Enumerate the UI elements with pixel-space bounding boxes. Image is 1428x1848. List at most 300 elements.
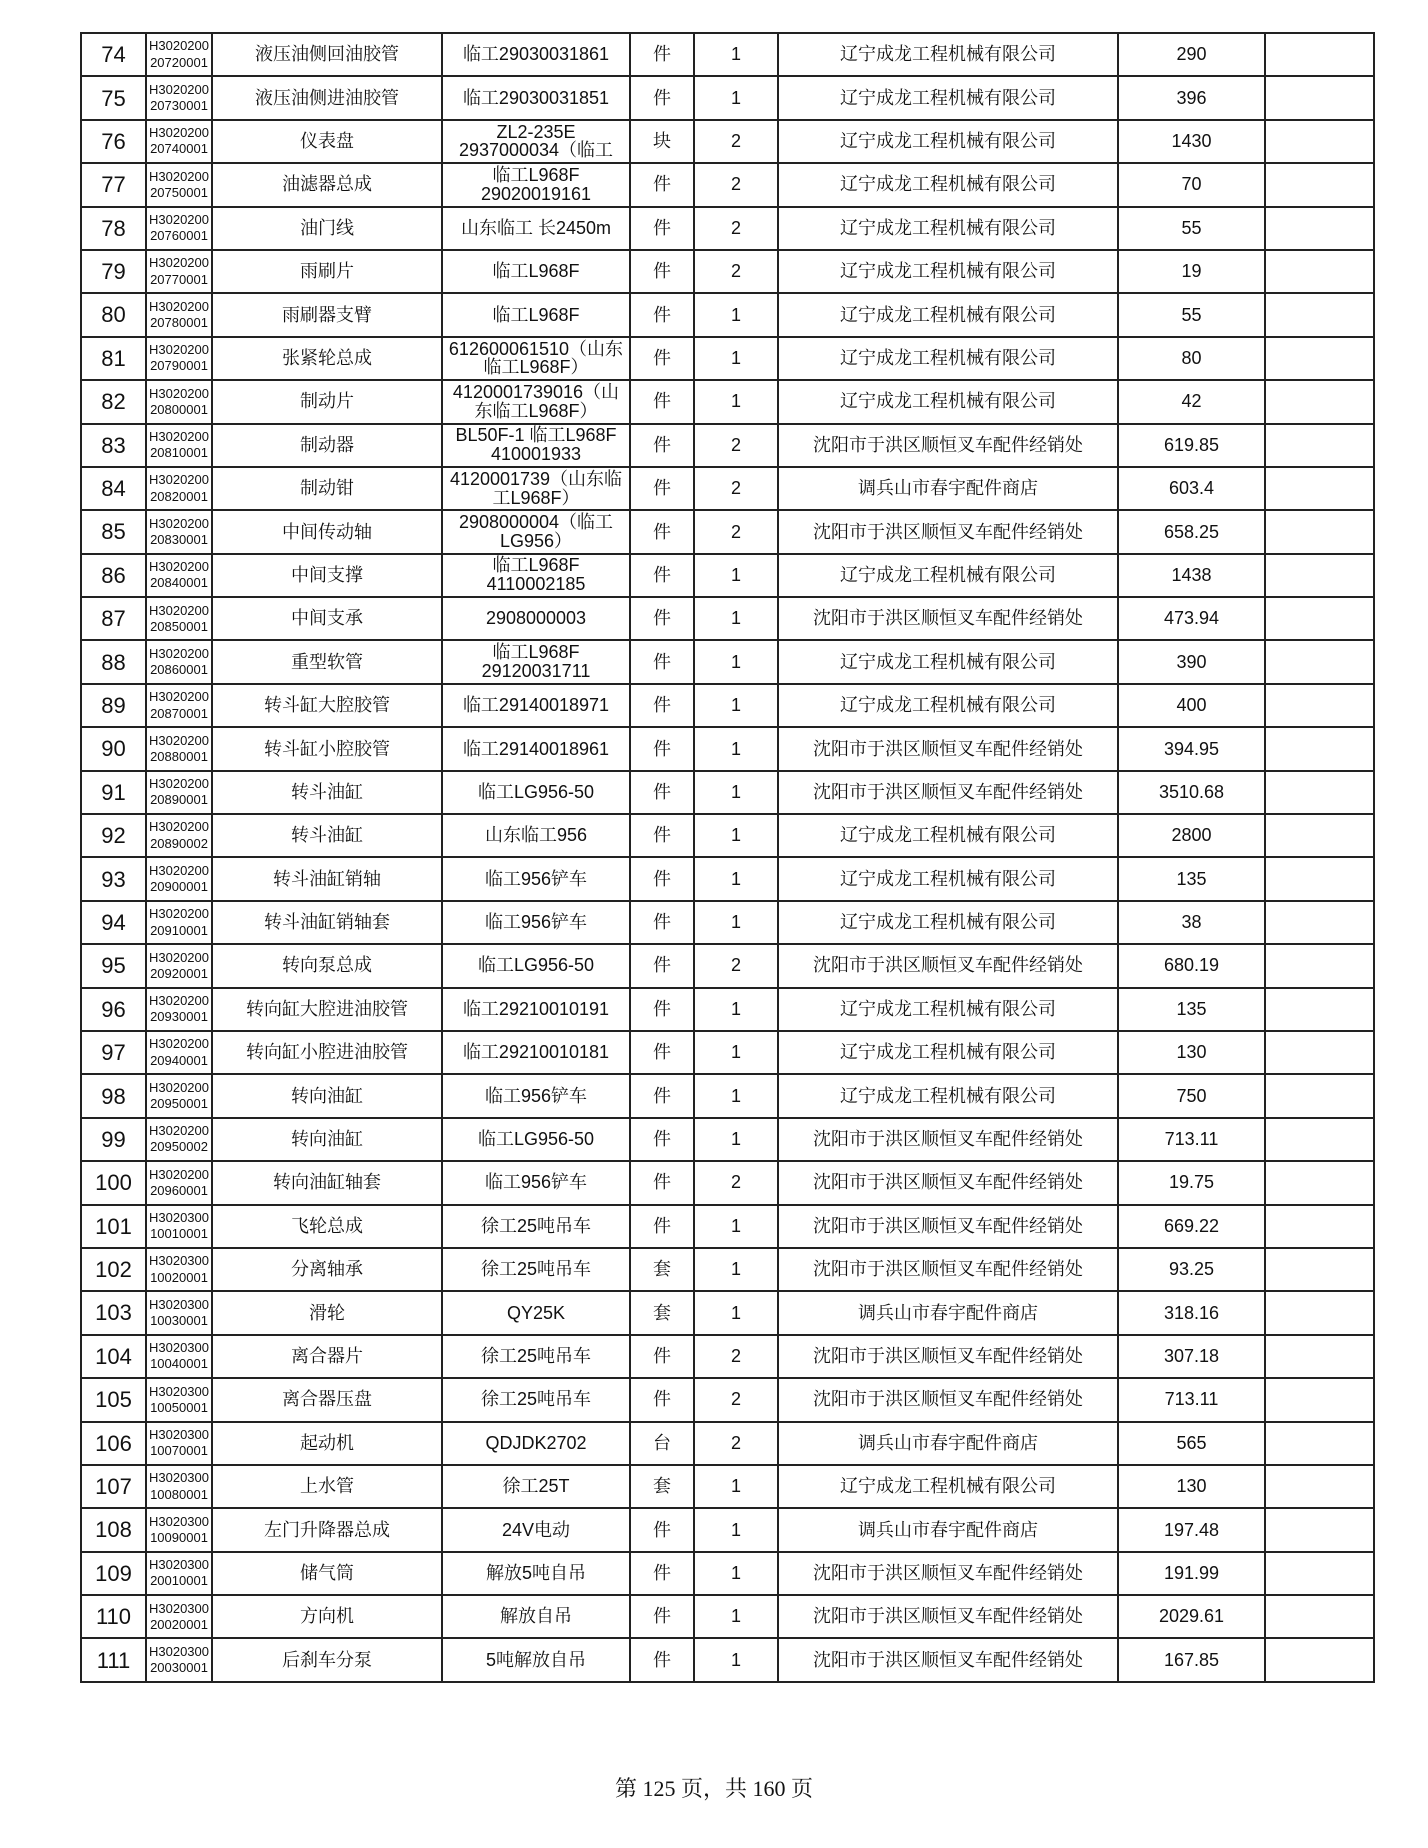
table-row bbox=[81, 1248, 1374, 1291]
item-unit: 件 bbox=[630, 1595, 694, 1638]
table-row bbox=[81, 1595, 1374, 1638]
item-name: 转向油缸 bbox=[212, 1074, 442, 1117]
item-code bbox=[146, 510, 212, 553]
table-row bbox=[81, 640, 1374, 683]
item-code-line: H3020200 bbox=[149, 515, 209, 531]
item-quantity: 2 bbox=[694, 120, 778, 163]
row-number: 90 bbox=[81, 727, 146, 770]
item-code-line: 20790001 bbox=[150, 358, 208, 374]
item-unit: 件 bbox=[630, 944, 694, 987]
item-quantity: 1 bbox=[694, 380, 778, 423]
item-price: 130 bbox=[1118, 1465, 1265, 1508]
item-spec: 临工L968F bbox=[442, 293, 630, 336]
item-code-line: 20950002 bbox=[150, 1139, 208, 1155]
row-number: 110 bbox=[81, 1595, 146, 1638]
item-code bbox=[146, 1595, 212, 1638]
row-number: 87 bbox=[81, 597, 146, 640]
remarks-cell bbox=[1265, 1161, 1374, 1204]
row-number: 77 bbox=[81, 163, 146, 206]
item-supplier: 辽宁成龙工程机械有限公司 bbox=[778, 988, 1118, 1031]
remarks-cell bbox=[1265, 120, 1374, 163]
item-unit: 件 bbox=[630, 1074, 694, 1117]
item-name: 雨刷器支臂 bbox=[212, 293, 442, 336]
item-quantity: 2 bbox=[694, 250, 778, 293]
item-spec: 临工956铲车 bbox=[442, 1074, 630, 1117]
item-code-line: H3020300 bbox=[149, 1643, 209, 1659]
item-spec: 临工LG956-50 bbox=[442, 771, 630, 814]
item-supplier: 辽宁成龙工程机械有限公司 bbox=[778, 814, 1118, 857]
remarks-cell bbox=[1265, 76, 1374, 119]
item-code bbox=[146, 467, 212, 510]
row-number: 108 bbox=[81, 1508, 146, 1551]
item-quantity: 1 bbox=[694, 1205, 778, 1248]
item-unit: 件 bbox=[630, 857, 694, 900]
item-code-line: H3020200 bbox=[149, 559, 209, 575]
item-spec: QY25K bbox=[442, 1291, 630, 1334]
item-code-line: H3020200 bbox=[149, 255, 209, 271]
remarks-cell bbox=[1265, 250, 1374, 293]
item-code-line: H3020200 bbox=[149, 428, 209, 444]
item-quantity: 2 bbox=[694, 944, 778, 987]
item-quantity: 2 bbox=[694, 1378, 778, 1421]
item-name: 中间支撑 bbox=[212, 554, 442, 597]
item-code-line: 20860001 bbox=[150, 662, 208, 678]
item-name: 转向缸小腔进油胶管 bbox=[212, 1031, 442, 1074]
item-code-line: 20760001 bbox=[150, 228, 208, 244]
item-price: 19 bbox=[1118, 250, 1265, 293]
item-unit: 件 bbox=[630, 684, 694, 727]
row-number: 97 bbox=[81, 1031, 146, 1074]
row-number: 103 bbox=[81, 1291, 146, 1334]
remarks-cell bbox=[1265, 163, 1374, 206]
item-unit: 件 bbox=[630, 1378, 694, 1421]
item-quantity: 2 bbox=[694, 163, 778, 206]
item-code bbox=[146, 1465, 212, 1508]
item-code-line: H3020300 bbox=[149, 1340, 209, 1356]
item-code bbox=[146, 1638, 212, 1681]
table-row bbox=[81, 510, 1374, 553]
item-spec: 临工29140018971 bbox=[442, 684, 630, 727]
item-name: 上水管 bbox=[212, 1465, 442, 1508]
item-code bbox=[146, 554, 212, 597]
item-code bbox=[146, 380, 212, 423]
remarks-cell bbox=[1265, 467, 1374, 510]
item-code-line: H3020200 bbox=[149, 732, 209, 748]
item-code-line: H3020300 bbox=[149, 1383, 209, 1399]
remarks-cell bbox=[1265, 510, 1374, 553]
item-spec: 临工29210010181 bbox=[442, 1031, 630, 1074]
item-code-line: 20870001 bbox=[150, 705, 208, 721]
remarks-cell bbox=[1265, 1205, 1374, 1248]
item-spec: 临工29210010191 bbox=[442, 988, 630, 1031]
item-quantity: 1 bbox=[694, 597, 778, 640]
item-name: 转向缸大腔进油胶管 bbox=[212, 988, 442, 1031]
item-name: 分离轴承 bbox=[212, 1248, 442, 1291]
item-name: 制动片 bbox=[212, 380, 442, 423]
item-unit: 件 bbox=[630, 293, 694, 336]
item-price: 167.85 bbox=[1118, 1638, 1265, 1681]
item-name: 重型软管 bbox=[212, 640, 442, 683]
remarks-cell bbox=[1265, 771, 1374, 814]
row-number: 100 bbox=[81, 1161, 146, 1204]
table-row bbox=[81, 1291, 1374, 1334]
remarks-cell bbox=[1265, 1595, 1374, 1638]
row-number: 95 bbox=[81, 944, 146, 987]
item-code-line: 20800001 bbox=[150, 401, 208, 417]
item-code-line: H3020200 bbox=[149, 645, 209, 661]
parts-table bbox=[80, 32, 1375, 1683]
item-unit: 套 bbox=[630, 1465, 694, 1508]
item-quantity: 1 bbox=[694, 76, 778, 119]
item-code-line: 10020001 bbox=[150, 1269, 208, 1285]
remarks-cell bbox=[1265, 380, 1374, 423]
row-number: 107 bbox=[81, 1465, 146, 1508]
remarks-cell bbox=[1265, 424, 1374, 467]
table-row bbox=[81, 727, 1374, 770]
item-quantity: 1 bbox=[694, 1595, 778, 1638]
row-number: 89 bbox=[81, 684, 146, 727]
item-code bbox=[146, 1205, 212, 1248]
item-quantity: 1 bbox=[694, 727, 778, 770]
item-code bbox=[146, 1508, 212, 1551]
item-name: 储气筒 bbox=[212, 1552, 442, 1595]
item-price: 80 bbox=[1118, 337, 1265, 380]
item-code bbox=[146, 1248, 212, 1291]
item-supplier: 沈阳市于洪区顺恒叉车配件经销处 bbox=[778, 1552, 1118, 1595]
item-code bbox=[146, 120, 212, 163]
remarks-cell bbox=[1265, 1074, 1374, 1117]
item-price: 55 bbox=[1118, 207, 1265, 250]
item-name: 仪表盘 bbox=[212, 120, 442, 163]
item-quantity: 1 bbox=[694, 1508, 778, 1551]
row-number: 74 bbox=[81, 33, 146, 76]
remarks-cell bbox=[1265, 727, 1374, 770]
item-code bbox=[146, 640, 212, 683]
item-supplier: 沈阳市于洪区顺恒叉车配件经销处 bbox=[778, 944, 1118, 987]
item-name: 转斗油缸 bbox=[212, 814, 442, 857]
remarks-cell bbox=[1265, 597, 1374, 640]
item-supplier: 调兵山市春宇配件商店 bbox=[778, 1291, 1118, 1334]
item-code-line: H3020200 bbox=[149, 993, 209, 1009]
table-row bbox=[81, 1118, 1374, 1161]
item-price: 658.25 bbox=[1118, 510, 1265, 553]
item-spec: 徐工25T bbox=[442, 1465, 630, 1508]
row-number: 106 bbox=[81, 1422, 146, 1465]
item-code-line: 20960001 bbox=[150, 1182, 208, 1198]
table-row bbox=[81, 120, 1374, 163]
item-code-line: H3020200 bbox=[149, 125, 209, 141]
item-code bbox=[146, 1118, 212, 1161]
table-row bbox=[81, 1552, 1374, 1595]
item-code bbox=[146, 424, 212, 467]
item-unit: 件 bbox=[630, 250, 694, 293]
item-unit: 件 bbox=[630, 424, 694, 467]
item-quantity: 1 bbox=[694, 1074, 778, 1117]
item-supplier: 沈阳市于洪区顺恒叉车配件经销处 bbox=[778, 424, 1118, 467]
item-price: 713.11 bbox=[1118, 1378, 1265, 1421]
item-unit: 套 bbox=[630, 1248, 694, 1291]
item-code-line: 10030001 bbox=[150, 1313, 208, 1329]
item-quantity: 1 bbox=[694, 1552, 778, 1595]
item-code bbox=[146, 597, 212, 640]
table-row bbox=[81, 1161, 1374, 1204]
remarks-cell bbox=[1265, 1031, 1374, 1074]
item-code-line: 20750001 bbox=[150, 184, 208, 200]
item-name: 滑轮 bbox=[212, 1291, 442, 1334]
item-supplier: 辽宁成龙工程机械有限公司 bbox=[778, 207, 1118, 250]
item-price: 394.95 bbox=[1118, 727, 1265, 770]
item-price: 396 bbox=[1118, 76, 1265, 119]
remarks-cell bbox=[1265, 640, 1374, 683]
table-row bbox=[81, 337, 1374, 380]
item-unit: 件 bbox=[630, 1638, 694, 1681]
item-unit: 台 bbox=[630, 1422, 694, 1465]
row-number: 85 bbox=[81, 510, 146, 553]
item-name: 左门升降器总成 bbox=[212, 1508, 442, 1551]
remarks-cell bbox=[1265, 1291, 1374, 1334]
row-number: 91 bbox=[81, 771, 146, 814]
item-code bbox=[146, 988, 212, 1031]
item-supplier: 调兵山市春宇配件商店 bbox=[778, 467, 1118, 510]
item-code bbox=[146, 1291, 212, 1334]
item-supplier: 辽宁成龙工程机械有限公司 bbox=[778, 684, 1118, 727]
row-number: 75 bbox=[81, 76, 146, 119]
item-supplier: 辽宁成龙工程机械有限公司 bbox=[778, 857, 1118, 900]
row-number: 105 bbox=[81, 1378, 146, 1421]
item-code-line: H3020300 bbox=[149, 1253, 209, 1269]
item-code bbox=[146, 163, 212, 206]
table-row bbox=[81, 554, 1374, 597]
item-supplier: 调兵山市春宇配件商店 bbox=[778, 1422, 1118, 1465]
item-code-line: 20920001 bbox=[150, 965, 208, 981]
remarks-cell bbox=[1265, 1638, 1374, 1681]
item-code-line: 20950001 bbox=[150, 1096, 208, 1112]
item-code bbox=[146, 1335, 212, 1378]
item-code-line: 10090001 bbox=[150, 1529, 208, 1545]
item-code bbox=[146, 76, 212, 119]
item-unit: 件 bbox=[630, 163, 694, 206]
remarks-cell bbox=[1265, 857, 1374, 900]
remarks-cell bbox=[1265, 901, 1374, 944]
item-supplier: 辽宁成龙工程机械有限公司 bbox=[778, 250, 1118, 293]
item-unit: 块 bbox=[630, 120, 694, 163]
row-number: 80 bbox=[81, 293, 146, 336]
row-number: 83 bbox=[81, 424, 146, 467]
item-unit: 件 bbox=[630, 1118, 694, 1161]
row-number: 81 bbox=[81, 337, 146, 380]
item-code-line: H3020200 bbox=[149, 298, 209, 314]
item-code bbox=[146, 1161, 212, 1204]
item-supplier: 辽宁成龙工程机械有限公司 bbox=[778, 1031, 1118, 1074]
item-supplier: 沈阳市于洪区顺恒叉车配件经销处 bbox=[778, 1595, 1118, 1638]
item-unit: 件 bbox=[630, 640, 694, 683]
row-number: 76 bbox=[81, 120, 146, 163]
item-code bbox=[146, 1031, 212, 1074]
item-price: 603.4 bbox=[1118, 467, 1265, 510]
row-number: 111 bbox=[81, 1638, 146, 1681]
row-number: 82 bbox=[81, 380, 146, 423]
remarks-cell bbox=[1265, 1422, 1374, 1465]
item-code bbox=[146, 293, 212, 336]
item-unit: 件 bbox=[630, 554, 694, 597]
item-name: 转向泵总成 bbox=[212, 944, 442, 987]
table-row bbox=[81, 771, 1374, 814]
table-row bbox=[81, 76, 1374, 119]
item-name: 转斗缸小腔胶管 bbox=[212, 727, 442, 770]
item-spec: 临工LG956-50 bbox=[442, 1118, 630, 1161]
row-number: 88 bbox=[81, 640, 146, 683]
item-code bbox=[146, 857, 212, 900]
row-number: 84 bbox=[81, 467, 146, 510]
item-price: 2800 bbox=[1118, 814, 1265, 857]
item-price: 19.75 bbox=[1118, 1161, 1265, 1204]
item-code-line: H3020200 bbox=[149, 38, 209, 54]
item-supplier: 辽宁成龙工程机械有限公司 bbox=[778, 33, 1118, 76]
item-quantity: 2 bbox=[694, 424, 778, 467]
item-quantity: 1 bbox=[694, 771, 778, 814]
row-number: 101 bbox=[81, 1205, 146, 1248]
item-code-line: H3020200 bbox=[149, 1036, 209, 1052]
row-number: 102 bbox=[81, 1248, 146, 1291]
item-quantity: 1 bbox=[694, 988, 778, 1031]
table-row bbox=[81, 250, 1374, 293]
item-price: 130 bbox=[1118, 1031, 1265, 1074]
item-name: 中间支承 bbox=[212, 597, 442, 640]
item-code-line: H3020300 bbox=[149, 1600, 209, 1616]
item-code-line: H3020200 bbox=[149, 776, 209, 792]
item-price: 473.94 bbox=[1118, 597, 1265, 640]
item-price: 750 bbox=[1118, 1074, 1265, 1117]
item-code bbox=[146, 1074, 212, 1117]
item-supplier: 沈阳市于洪区顺恒叉车配件经销处 bbox=[778, 1248, 1118, 1291]
item-price: 669.22 bbox=[1118, 1205, 1265, 1248]
item-code-line: 20030001 bbox=[150, 1660, 208, 1676]
item-supplier: 辽宁成龙工程机械有限公司 bbox=[778, 901, 1118, 944]
row-number: 86 bbox=[81, 554, 146, 597]
item-unit: 件 bbox=[630, 597, 694, 640]
item-quantity: 1 bbox=[694, 901, 778, 944]
table-row bbox=[81, 1465, 1374, 1508]
item-price: 93.25 bbox=[1118, 1248, 1265, 1291]
item-quantity: 2 bbox=[694, 207, 778, 250]
item-spec: 山东临工 长2450m bbox=[442, 207, 630, 250]
item-name: 制动钳 bbox=[212, 467, 442, 510]
page-footer: 第 125 页，共 160 页 bbox=[614, 1776, 813, 1801]
table-row bbox=[81, 944, 1374, 987]
table-row bbox=[81, 1031, 1374, 1074]
item-unit: 套 bbox=[630, 1291, 694, 1334]
item-spec: 临工L968F bbox=[442, 250, 630, 293]
item-quantity: 1 bbox=[694, 640, 778, 683]
item-code-line: 20940001 bbox=[150, 1052, 208, 1068]
item-quantity: 1 bbox=[694, 337, 778, 380]
remarks-cell bbox=[1265, 293, 1374, 336]
item-unit: 件 bbox=[630, 380, 694, 423]
remarks-cell bbox=[1265, 988, 1374, 1031]
remarks-cell bbox=[1265, 1118, 1374, 1161]
item-spec: 临工29030031851 bbox=[442, 76, 630, 119]
table-row bbox=[81, 1508, 1374, 1551]
item-quantity: 2 bbox=[694, 1422, 778, 1465]
item-code-line: H3020200 bbox=[149, 168, 209, 184]
item-spec: 临工L968F 4110002185 bbox=[442, 554, 630, 597]
item-unit: 件 bbox=[630, 467, 694, 510]
item-supplier: 辽宁成龙工程机械有限公司 bbox=[778, 337, 1118, 380]
item-code-line: 20720001 bbox=[150, 54, 208, 70]
item-code-line: 10070001 bbox=[150, 1443, 208, 1459]
item-spec: 4120001739（山东临工L968F） bbox=[442, 467, 630, 510]
item-price: 619.85 bbox=[1118, 424, 1265, 467]
item-unit: 件 bbox=[630, 1205, 694, 1248]
item-code-line: H3020200 bbox=[149, 1123, 209, 1139]
item-quantity: 2 bbox=[694, 1335, 778, 1378]
item-supplier: 辽宁成龙工程机械有限公司 bbox=[778, 120, 1118, 163]
item-code-line: 20770001 bbox=[150, 271, 208, 287]
item-code-line: H3020200 bbox=[149, 212, 209, 227]
item-code-line: 20930001 bbox=[150, 1009, 208, 1025]
item-code-line: 10080001 bbox=[150, 1486, 208, 1502]
item-spec: 2908000003 bbox=[442, 597, 630, 640]
item-code-line: H3020200 bbox=[149, 1166, 209, 1182]
item-price: 3510.68 bbox=[1118, 771, 1265, 814]
item-name: 张紧轮总成 bbox=[212, 337, 442, 380]
item-spec: 612600061510（山东临工L968F） bbox=[442, 337, 630, 380]
row-number: 96 bbox=[81, 988, 146, 1031]
item-unit: 件 bbox=[630, 33, 694, 76]
item-code-line: 20010001 bbox=[150, 1573, 208, 1589]
item-unit: 件 bbox=[630, 510, 694, 553]
remarks-cell bbox=[1265, 337, 1374, 380]
item-code-line: 20730001 bbox=[150, 98, 208, 114]
item-name: 制动器 bbox=[212, 424, 442, 467]
item-price: 390 bbox=[1118, 640, 1265, 683]
table-row bbox=[81, 1638, 1374, 1681]
table-row bbox=[81, 33, 1374, 76]
remarks-cell bbox=[1265, 814, 1374, 857]
table-row bbox=[81, 424, 1374, 467]
item-code-line: 20850001 bbox=[150, 618, 208, 634]
item-code bbox=[146, 250, 212, 293]
remarks-cell bbox=[1265, 554, 1374, 597]
item-unit: 件 bbox=[630, 207, 694, 250]
item-quantity: 1 bbox=[694, 1291, 778, 1334]
item-price: 197.48 bbox=[1118, 1508, 1265, 1551]
item-code-line: H3020300 bbox=[149, 1470, 209, 1486]
item-price: 1430 bbox=[1118, 120, 1265, 163]
item-code bbox=[146, 684, 212, 727]
item-code-line: H3020200 bbox=[149, 1079, 209, 1095]
item-code bbox=[146, 337, 212, 380]
item-supplier: 辽宁成龙工程机械有限公司 bbox=[778, 163, 1118, 206]
item-code-line: 20900001 bbox=[150, 879, 208, 895]
item-quantity: 1 bbox=[694, 1118, 778, 1161]
item-code-line: H3020200 bbox=[149, 949, 209, 965]
table-row bbox=[81, 1335, 1374, 1378]
item-code-line: 20910001 bbox=[150, 922, 208, 938]
item-spec: 24V电动 bbox=[442, 1508, 630, 1551]
item-unit: 件 bbox=[630, 901, 694, 944]
item-quantity: 1 bbox=[694, 1248, 778, 1291]
item-unit: 件 bbox=[630, 1031, 694, 1074]
row-number: 104 bbox=[81, 1335, 146, 1378]
item-code-line: 20780001 bbox=[150, 315, 208, 331]
item-unit: 件 bbox=[630, 1508, 694, 1551]
item-code bbox=[146, 207, 212, 250]
row-number: 99 bbox=[81, 1118, 146, 1161]
item-name: 油滤器总成 bbox=[212, 163, 442, 206]
item-spec: 2908000004（临工LG956） bbox=[442, 510, 630, 553]
item-price: 680.19 bbox=[1118, 944, 1265, 987]
